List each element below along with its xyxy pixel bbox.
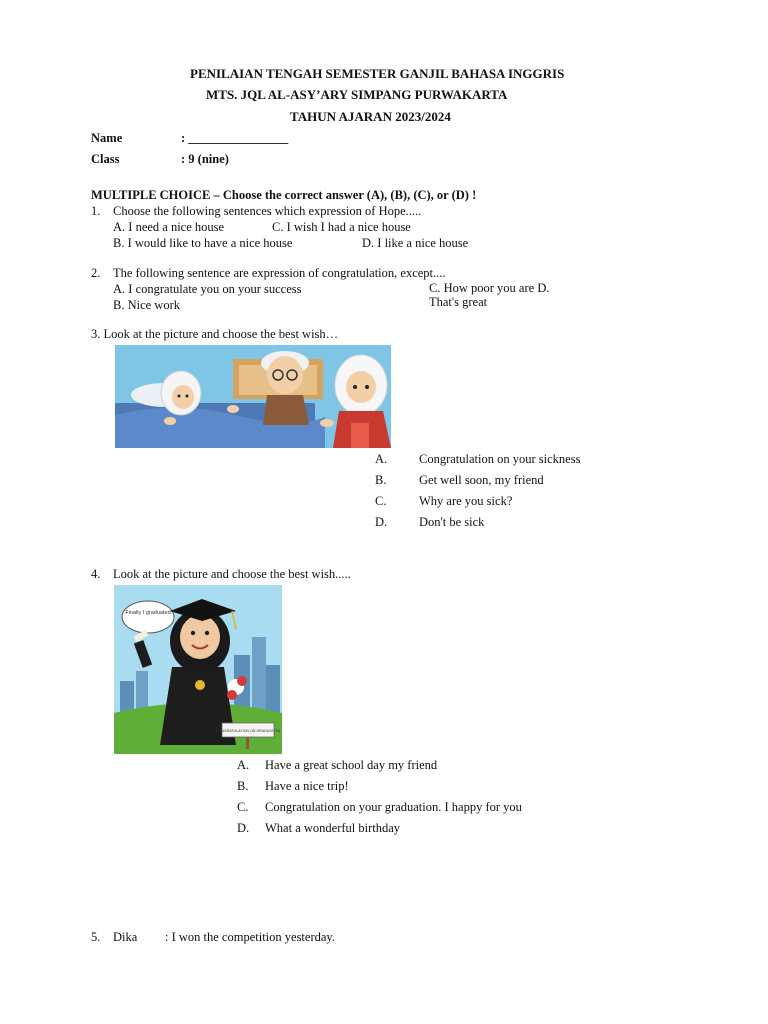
q4-option-d: What a wonderful birthday bbox=[265, 821, 401, 835]
sign-text: CONGRATULATION ON GRADUATION bbox=[215, 729, 281, 733]
class-label: Class bbox=[91, 152, 120, 166]
q4-option-a: Have a great school day my friend bbox=[265, 758, 438, 772]
q3-option-d-letter: D. bbox=[375, 515, 388, 529]
header-line-2: MTS. JQL AL-ASY’ARY SIMPANG PURWAKARTA bbox=[206, 87, 508, 102]
q5-text: : I won the competition yesterday. bbox=[165, 930, 335, 944]
q2-option-d: That's great bbox=[429, 295, 488, 309]
q4-option-b-letter: B. bbox=[237, 779, 249, 793]
q3-option-d: Don't be sick bbox=[419, 515, 485, 529]
q3-option-b: Get well soon, my friend bbox=[419, 473, 544, 487]
q3-option-a: Congratulation on your sickness bbox=[419, 452, 581, 466]
class-value: : 9 (nine) bbox=[181, 152, 229, 166]
sick-visit-illustration bbox=[115, 345, 391, 448]
q4-option-c: Congratulation on your graduation. I happy for you bbox=[265, 800, 522, 814]
name-label: Name bbox=[91, 131, 123, 145]
section-title: MULTIPLE CHOICE – Choose the correct answer (A), (B), (C), or (D) ! bbox=[91, 188, 477, 202]
q1-option-b: B. I would like to have a nice house bbox=[113, 236, 293, 250]
sick-visit-picture bbox=[115, 345, 391, 448]
q2-number: 2. bbox=[91, 266, 101, 280]
header-line-3: TAHUN AJARAN 2023/2024 bbox=[290, 109, 451, 124]
graduation-picture bbox=[114, 585, 282, 754]
q4-text: Look at the picture and choose the best wish..... bbox=[113, 567, 351, 581]
q5-number: 5. bbox=[91, 930, 101, 944]
bubble-text: Finally I graduated bbox=[125, 610, 171, 616]
q3-option-c-letter: C. bbox=[375, 494, 387, 508]
q1-option-c: C. I wish I had a nice house bbox=[272, 220, 411, 234]
q4-option-d-letter: D. bbox=[237, 821, 250, 835]
q4-option-a-letter: A. bbox=[237, 758, 250, 772]
q2-option-a: A. I congratulate you on your success bbox=[113, 282, 302, 296]
q2-option-c: C. How poor you are D. bbox=[429, 281, 550, 295]
q4-option-c-letter: C. bbox=[237, 800, 249, 814]
header-line-1: PENILAIAN TENGAH SEMESTER GANJIL BAHASA INGGRIS bbox=[190, 66, 565, 81]
q4-number: 4. bbox=[91, 567, 101, 581]
q3-option-a-letter: A. bbox=[375, 452, 388, 466]
q1-text: Choose the following sentences which expression of Hope..... bbox=[113, 204, 422, 218]
q2-text: The following sentence are expression of congratulation, except.... bbox=[113, 266, 446, 280]
q2-option-b: B. Nice work bbox=[113, 298, 180, 312]
q1-option-a: A. I need a nice house bbox=[113, 220, 225, 234]
q4-option-b: Have a nice trip! bbox=[265, 779, 349, 793]
q5-speaker: Dika bbox=[113, 930, 138, 944]
q3-option-c: Why are you sick? bbox=[419, 494, 513, 508]
name-field: : ________________ bbox=[181, 131, 289, 145]
q1-number: 1. bbox=[91, 204, 101, 218]
q3-text: 3. Look at the picture and choose the best wish… bbox=[91, 327, 339, 341]
graduation-illustration bbox=[114, 585, 282, 754]
q3-option-b-letter: B. bbox=[375, 473, 387, 487]
q1-option-d: D. I like a nice house bbox=[362, 236, 469, 250]
